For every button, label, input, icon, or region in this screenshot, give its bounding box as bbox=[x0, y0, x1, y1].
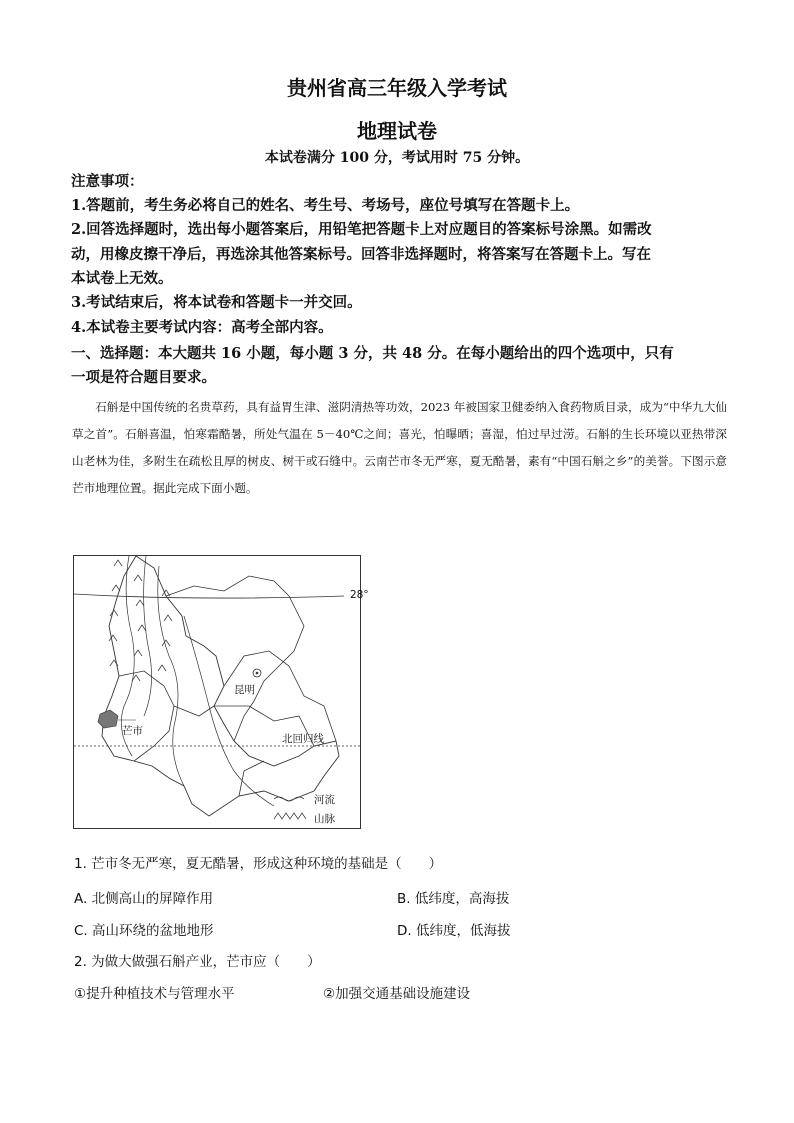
legend-mountain-symbol bbox=[274, 813, 306, 819]
kunming-label: 昆明 bbox=[234, 684, 255, 696]
latitude-label: 28° bbox=[350, 589, 369, 601]
boundary bbox=[174, 706, 214, 716]
mountain-range bbox=[109, 560, 122, 666]
mangshi-label: 芒市 bbox=[122, 725, 143, 737]
question-2-stem: 2. 为做大做强石斛产业，芒市应（ ） bbox=[74, 954, 321, 970]
section-heading-cont: 一项是符合题目要求。 bbox=[71, 369, 216, 386]
legend-mountain-label: 山脉 bbox=[314, 813, 335, 825]
mangshi-area bbox=[98, 710, 118, 728]
question-1-option-a: A. 北侧高山的屏障作用 bbox=[74, 891, 214, 907]
notice-heading: 注意事项： bbox=[71, 173, 144, 190]
legend-river-symbol bbox=[274, 797, 304, 801]
tropic-label: 北回归线 bbox=[282, 733, 324, 745]
question-2-option-1: ①提升种植技术与管理水平 bbox=[74, 986, 235, 1002]
boundary bbox=[166, 576, 304, 741]
latitude-line bbox=[74, 594, 344, 598]
river bbox=[144, 556, 152, 716]
notice-item: 1.答题前，考生务必将自己的姓名、考生号、考场号，座位号填写在答题卡上。 bbox=[71, 197, 580, 214]
notice-item: 2.回答选择题时，选出每小题答案后，用铅笔把答题卡上对应题目的答案标号涂黑。如需改 bbox=[71, 221, 652, 238]
passage bbox=[72, 394, 727, 502]
question-2-option-2: ②加强交通基础设施建设 bbox=[323, 986, 471, 1002]
province-outline bbox=[102, 556, 339, 816]
question-1-option-b: B. 低纬度，高海拔 bbox=[397, 891, 510, 907]
boundary bbox=[239, 761, 264, 796]
question-1-stem: 1. 芒市冬无严寒，夏无酷暑，形成这种环境的基础是（ ） bbox=[74, 856, 443, 872]
exam-meta: 本试卷满分 100 分，考试用时 75 分钟。 bbox=[264, 150, 530, 166]
exam-title: 贵州省高三年级入学考试 bbox=[287, 76, 507, 100]
kunming-marker-dot bbox=[256, 672, 259, 675]
passage-text: 石斛是中国传统的名贵草药，具有益胃生津、滋阴清热等功效，2023 年被国家卫健委纳入食药物质目录，成为“中华九大仙草之首”。石斛喜温，怕寒霜酷暑，所处气温在 5－40℃之间；喜光，怕曝晒；喜湿，怕过早过涝。石斛的生长环境以亚热带深山老林为佳，多附生在疏松且厚的树皮、树干或石缝中。云南芒市冬无严寒，夏无酷暑，素有“中国石斛之乡”的美誉。下图示意芒市地理位置。据此完成下面小题。 bbox=[72, 400, 727, 495]
notice-item: 动，用橡皮擦干净后，再选涂其他答案标号。回答非选择题时，将答案写在答题卡上。写在 bbox=[71, 246, 651, 263]
subject-title: 地理试卷 bbox=[357, 119, 437, 143]
notice-item: 3.考试结束后，将本试卷和答题卡一并交回。 bbox=[71, 294, 362, 311]
mountain-range bbox=[158, 590, 172, 671]
notice-item: 本试卷上无效。 bbox=[71, 270, 173, 287]
river bbox=[158, 566, 184, 786]
section-heading: 一、选择题：本大题共 16 小题，每小题 3 分，共 48 分。在每小题给出的四个选项中，只有 bbox=[71, 345, 674, 362]
legend-river-label: 河流 bbox=[314, 794, 335, 806]
question-1-option-c: C. 高山环绕的盆地地形 bbox=[74, 923, 214, 939]
question-1-option-d: D. 低纬度，低海拔 bbox=[397, 923, 511, 939]
map-drawing bbox=[74, 556, 360, 828]
river bbox=[184, 616, 274, 806]
notice-item: 4.本试卷主要考试内容：高考全部内容。 bbox=[71, 319, 333, 336]
location-map bbox=[73, 555, 369, 829]
